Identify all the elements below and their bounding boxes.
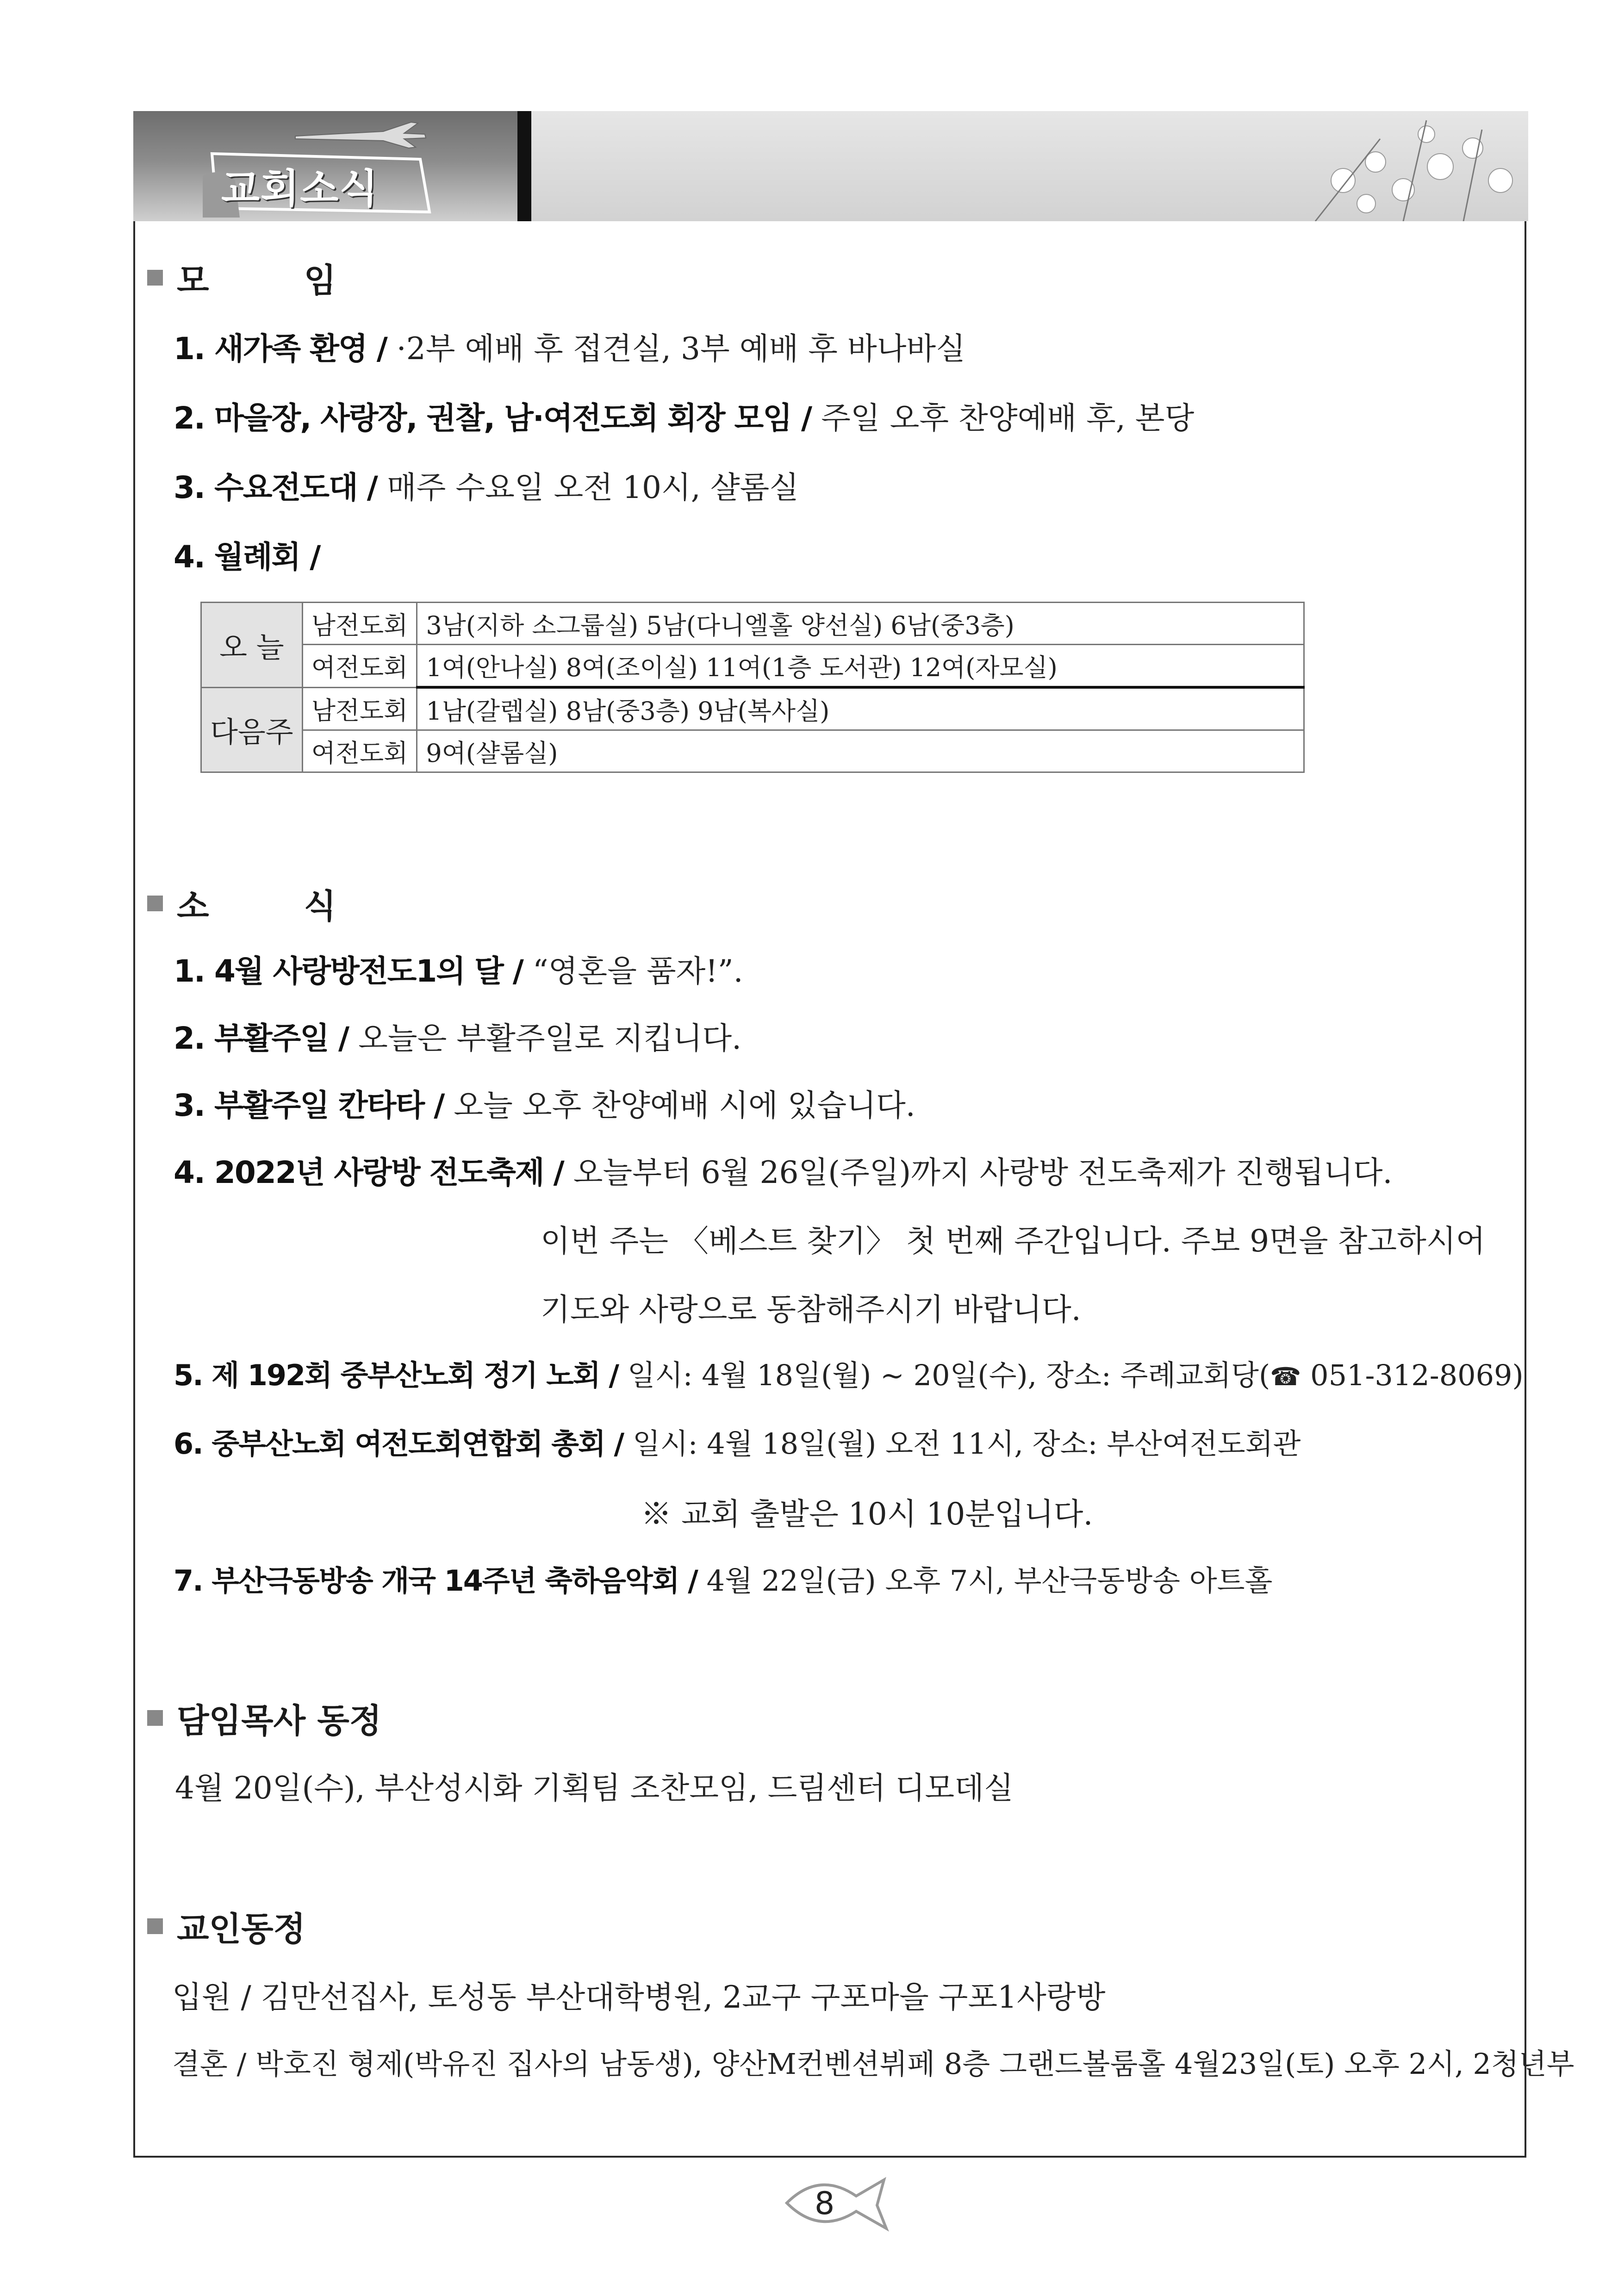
news-item-2: 2. 부활주일 / 오늘은 부활주일로 지킵니다.	[174, 1020, 742, 1056]
pastor-schedule: 4월 20일(수), 부산성시화 기획팀 조찬모임, 드림센터 디모데실	[175, 1770, 1014, 1806]
group-cell: 남전도회	[302, 687, 417, 730]
next-week-label: 다음주	[201, 687, 303, 772]
group-cell: 여전도회	[302, 730, 417, 772]
today-label: 오 늘	[201, 603, 303, 688]
meeting-item-3: 3. 수요전도대 / 매주 수요일 오전 10시, 샬롬실	[174, 470, 799, 505]
rooms-cell: 9여(샬롬실)	[417, 730, 1304, 772]
table-row	[201, 687, 1304, 730]
header-banner	[133, 111, 1528, 221]
meeting-item-2: 2. 마을장, 사랑장, 권찰, 남·여전도회 회장 모임 / 주일 오후 찬양예배 후, 본당	[174, 400, 1195, 436]
news-item-3: 3. 부활주일 칸타타 / 오늘 오후 찬양예배 시에 있습니다.	[174, 1088, 915, 1123]
meeting-item-1: 1. 새가족 환영 / ·2부 예배 후 접견실, 3부 예배 후 바나바실	[174, 331, 965, 367]
news-item-5: 5. 제 192회 중부산노회 정기 노회 / 일시: 4월 18일(월) ~ 20일(수), 장소: 주례교회당(☎ 051-312-8069)	[174, 1358, 1524, 1392]
page-number: 8	[815, 2185, 835, 2222]
section-heading-meeting: 모 임	[147, 254, 378, 302]
news-item-4-cont-2: 기도와 사랑으로 동참해주시기 바랍니다.	[541, 1292, 1081, 1327]
news-item-7: 7. 부산극동방송 개국 14주년 축하음악회 / 4월 22일(금) 오후 7시, 부산극동방송 아트홀	[174, 1564, 1273, 1598]
news-item-6: 6. 중부산노회 여전도회연합회 총회 / 일시: 4월 18일(월) 오전 11시, 장소: 부산여전도회관	[174, 1427, 1301, 1461]
rooms-cell: 1남(갈렙실) 8남(중3층) 9남(복사실)	[417, 687, 1304, 730]
bullet-square-icon	[147, 1710, 163, 1726]
table-row	[201, 603, 1304, 645]
member-news-2: 결혼 / 박호진 형제(박유진 집사의 남동생), 양산M컨벤션뷔페 8층 그랜드볼룸홀 4월23일(토) 오후 2시, 2청년부	[172, 2047, 1574, 2081]
fish-icon	[778, 2171, 893, 2235]
news-item-6-note: ※ 교회 출발은 10시 10분입니다.	[641, 1496, 1093, 1532]
bullet-square-icon	[147, 1918, 163, 1934]
telephone-icon: ☎	[1270, 1362, 1301, 1391]
bullet-square-icon	[147, 896, 163, 911]
header-divider	[517, 111, 531, 221]
bullet-square-icon	[147, 270, 163, 286]
section-heading-news: 소 식	[147, 879, 378, 927]
airplane-icon	[291, 118, 429, 150]
meeting-item-4: 4. 월례회 /	[174, 539, 320, 575]
news-item-4-cont-1: 이번 주는 〈베스트 찾기〉 첫 번째 주간입니다. 주보 9면을 참고하시어	[541, 1223, 1486, 1259]
flower-icon	[1288, 111, 1528, 221]
rooms-cell: 3남(지하 소그룹실) 5남(다니엘홀 양선실) 6남(중3층)	[417, 603, 1304, 645]
news-item-1: 1. 4월 사랑방전도1의 달 / “영혼을 품자!”.	[174, 953, 743, 989]
table-row	[201, 645, 1304, 688]
member-news-1: 입원 / 김만선집사, 토성동 부산대학병원, 2교구 구포마을 구포1사랑방	[172, 1979, 1106, 2015]
group-cell: 남전도회	[302, 603, 417, 645]
rooms-cell: 1여(안나실) 8여(조이실) 11여(1층 도서관) 12여(자모실)	[417, 645, 1304, 688]
section-heading-members: 교인동정	[147, 1902, 305, 1950]
table-row	[201, 730, 1304, 772]
monthly-meeting-table	[200, 602, 1305, 773]
group-cell: 여전도회	[302, 645, 417, 688]
header-title: 교회소식	[221, 166, 379, 212]
news-item-4: 4. 2022년 사랑방 전도축제 / 오늘부터 6월 26일(주일)까지 사랑방 전도축제가 진행됩니다.	[174, 1155, 1393, 1190]
section-heading-pastor: 담임목사 동정	[147, 1694, 381, 1742]
